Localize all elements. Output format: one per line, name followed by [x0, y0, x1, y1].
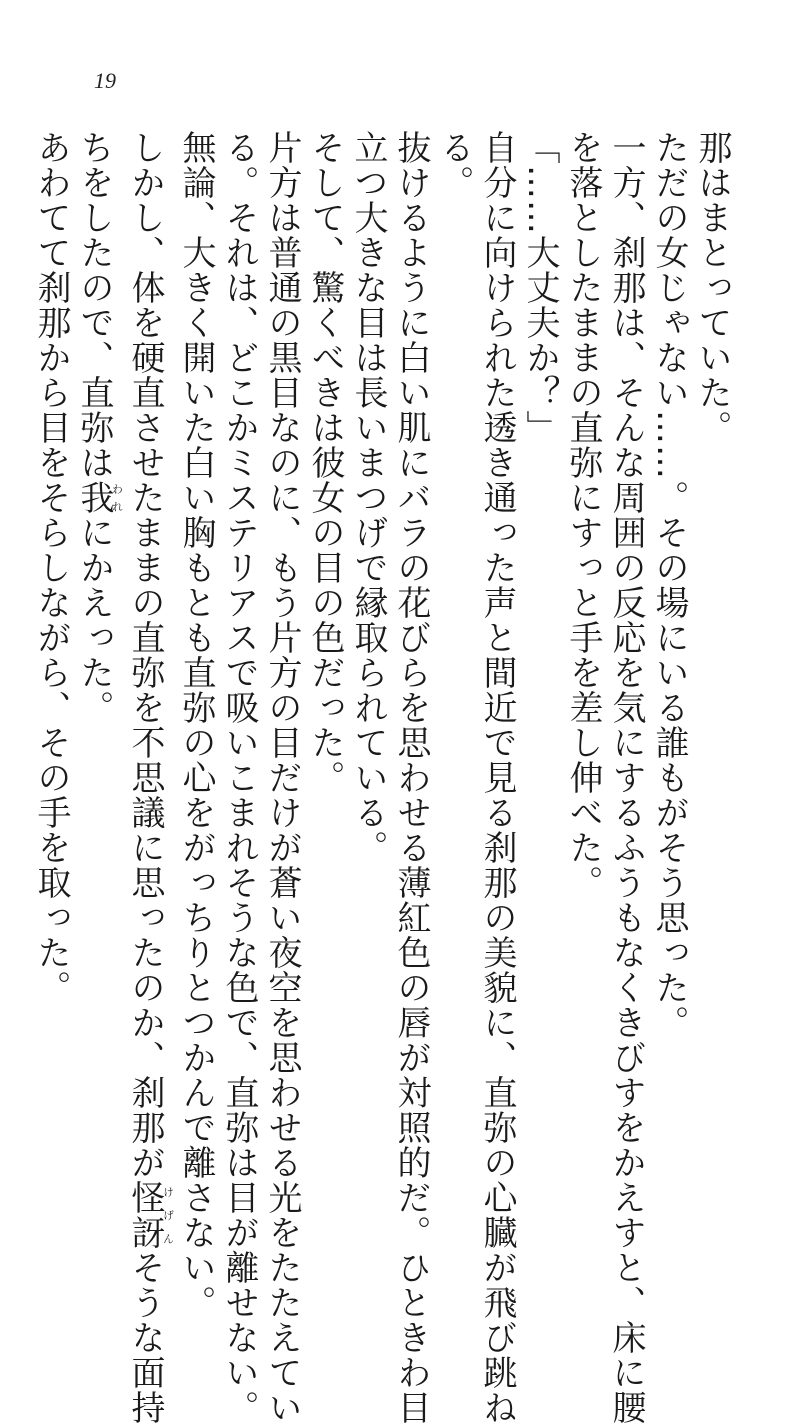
ruby-reading: われ: [110, 480, 124, 515]
novel-body-text: [29, 130, 733, 1425]
text-line: 那はまとっていた。: [692, 130, 732, 445]
text-line: る。: [434, 130, 474, 200]
text-line: [123, 130, 175, 1425]
ruby-base: 怪訝: [125, 1180, 165, 1250]
text-line: あわてて刹那から目をそらしながら、その手を取った。: [31, 130, 71, 1005]
page-number: 19: [94, 68, 116, 93]
text-line: 「……大丈夫か？」: [520, 130, 560, 445]
text-line: 抜けるように白い肌にバラの花びらを思わせる薄紅色の唇が対照的だ。ひときわ目: [391, 130, 431, 1425]
text-line: 一方、刹那は、そんな周囲の反応を気にするふうもなくきびすをかえすと、床に腰: [606, 130, 646, 1425]
text-segment: にかえった。: [74, 515, 114, 725]
ruby-base: 我: [74, 480, 114, 515]
text-line: 無論、大きく開いた白い胸もとも直弥の心をがっちりとつかんで離さない。: [176, 130, 216, 1320]
text-line: 立つ大きな目は長いまつげで縁取られている。: [348, 130, 388, 865]
text-segment: そうな面持: [125, 1250, 165, 1425]
text-line: そして、驚くべきは彼女の目の色だった。: [305, 130, 345, 795]
text-line: 自分に向けられた透き通った声と間近で見る刹那の美貌に、直弥の心臓が飛び跳ね: [477, 130, 517, 1425]
ruby-reading: けげん: [161, 1180, 175, 1250]
text-line: ただの女じゃない……。その場にいる誰もがそう思った。: [649, 130, 689, 1040]
text-line: る。それは、どこかミステリアスで吸いこまれそうな色で、直弥は目が離せない。: [219, 130, 259, 1425]
text-line: 片方は普通の黒目なのに、もう片方の目だけが蒼い夜空を思わせる光をたたえてい: [262, 130, 302, 1425]
text-segment: ちをしたので、直弥は: [74, 130, 114, 480]
text-line: を落としたままの直弥にすっと手を差し伸べた。: [563, 130, 603, 900]
text-line: [72, 130, 123, 1150]
ruby-annotation: [74, 480, 124, 515]
ruby-annotation: [125, 1180, 175, 1250]
text-segment: しかし、体を硬直させたままの直弥を不思議に思ったのか、刹那が: [125, 130, 165, 1180]
